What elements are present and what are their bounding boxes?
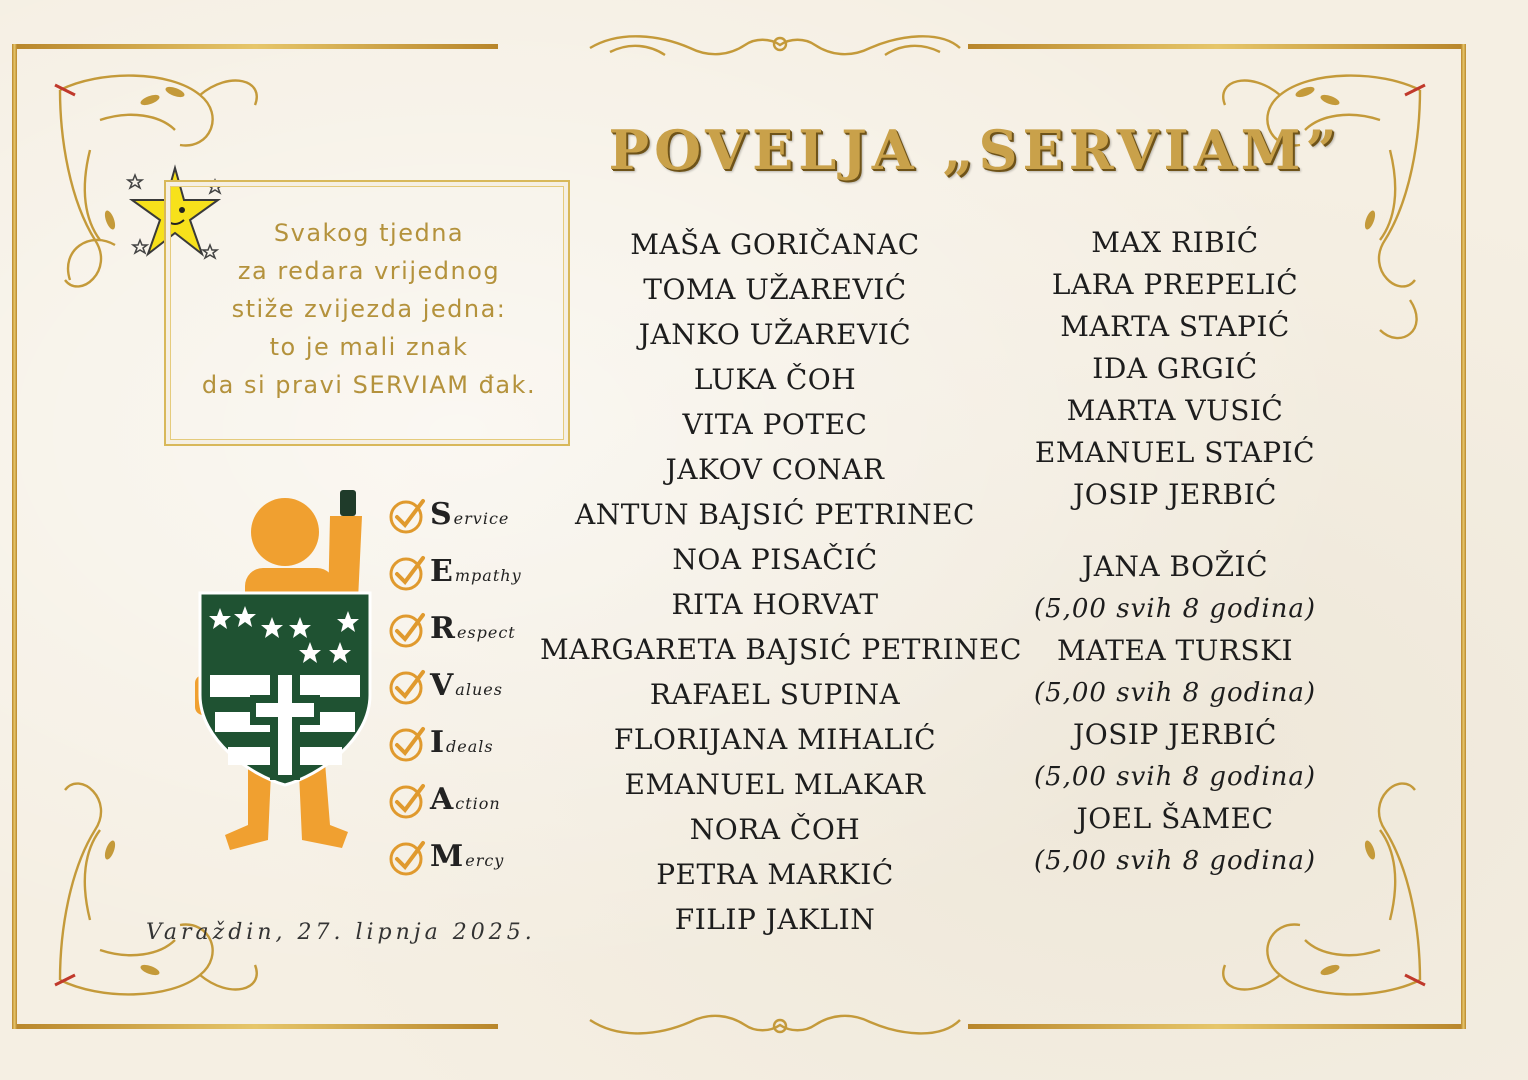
list-item: LUKA ČOH <box>693 363 857 396</box>
list-item: FILIP JAKLIN <box>674 903 876 936</box>
value-item-ideals <box>388 714 548 771</box>
list-item: RITA HORVAT <box>671 588 879 621</box>
list-item: FLORIJANA MIHALIĆ <box>613 723 937 756</box>
date-line: Varaždin, 27. lipnja 2025. <box>146 920 536 945</box>
check-icon <box>388 609 428 649</box>
poem <box>168 214 570 404</box>
excellent-note: (5,00 svih 8 godina) <box>1033 678 1317 708</box>
value-item-mercy <box>388 828 548 885</box>
list-item: MAŠA GORIČANAC <box>630 228 920 261</box>
names-list-right <box>1010 222 1340 882</box>
value-label: Ideals <box>430 725 494 760</box>
value-item-respect <box>388 600 548 657</box>
list-item: RAFAEL SUPINA <box>649 678 901 711</box>
list-item: NOA PISAČIĆ <box>672 543 878 576</box>
value-item-service <box>388 486 548 543</box>
list-item: JANKO UŽAREVIĆ <box>638 318 912 351</box>
value-item-empathy <box>388 543 548 600</box>
check-icon <box>388 837 428 877</box>
check-icon <box>388 780 428 820</box>
poem-line: za redara vrijednog <box>237 257 501 285</box>
check-icon <box>388 723 428 763</box>
shield-figure-icon <box>190 480 390 860</box>
list-item: MARGARETA BAJSIĆ PETRINEC <box>540 633 1022 666</box>
list-item: ANTUN BAJSIĆ PETRINEC <box>575 498 975 531</box>
poem-line: to je mali znak <box>269 333 469 361</box>
list-item: NORA ČOH <box>689 813 861 846</box>
value-label: Action <box>430 782 501 817</box>
list-spacer <box>1010 516 1340 546</box>
poem-line: da si pravi SERVIAM đak. <box>201 371 537 399</box>
list-item: LARA PREPELIĆ <box>1051 268 1299 301</box>
poem-line: stiže zvijezda jedna: <box>231 295 507 323</box>
value-label: Respect <box>430 611 516 646</box>
list-item: MAX RIBIĆ <box>1091 226 1259 259</box>
check-icon <box>388 666 428 706</box>
excellent-note: (5,00 svih 8 godina) <box>1033 594 1317 624</box>
names-list-left <box>540 222 1022 942</box>
excellent-name: JOEL ŠAMEC <box>1076 802 1274 835</box>
excellent-name: MATEA TURSKI <box>1056 634 1294 667</box>
values-list <box>388 486 548 885</box>
value-item-action <box>388 771 548 828</box>
value-label: Mercy <box>430 839 505 874</box>
list-item: VITA POTEC <box>682 408 868 441</box>
list-item: JAKOV CONAR <box>665 453 885 486</box>
value-label: Service <box>430 497 510 532</box>
list-item: TOMA UŽAREVIĆ <box>643 273 907 306</box>
list-item: EMANUEL STAPIĆ <box>1034 436 1316 469</box>
excellent-note: (5,00 svih 8 godina) <box>1033 846 1317 876</box>
list-item: PETRA MARKIĆ <box>656 858 894 891</box>
value-label: Values <box>430 668 503 703</box>
check-icon <box>388 552 428 592</box>
excellent-note: (5,00 svih 8 godina) <box>1033 762 1317 792</box>
excellent-name: JANA BOŽIĆ <box>1081 550 1269 583</box>
value-item-values <box>388 657 548 714</box>
list-item: EMANUEL MLAKAR <box>624 768 926 801</box>
value-label: Empathy <box>430 554 522 589</box>
list-item: MARTA STAPIĆ <box>1060 310 1290 343</box>
excellent-name: JOSIP JERBIĆ <box>1073 718 1277 751</box>
list-item: MARTA VUSIĆ <box>1066 394 1284 427</box>
check-icon <box>388 495 428 535</box>
poem-line: Svakog tjedna <box>273 219 465 247</box>
page-title: POVELJA „SERVIAM” <box>608 118 1342 182</box>
list-item: IDA GRGIĆ <box>1092 352 1258 385</box>
list-item: JOSIP JERBIĆ <box>1073 478 1277 511</box>
